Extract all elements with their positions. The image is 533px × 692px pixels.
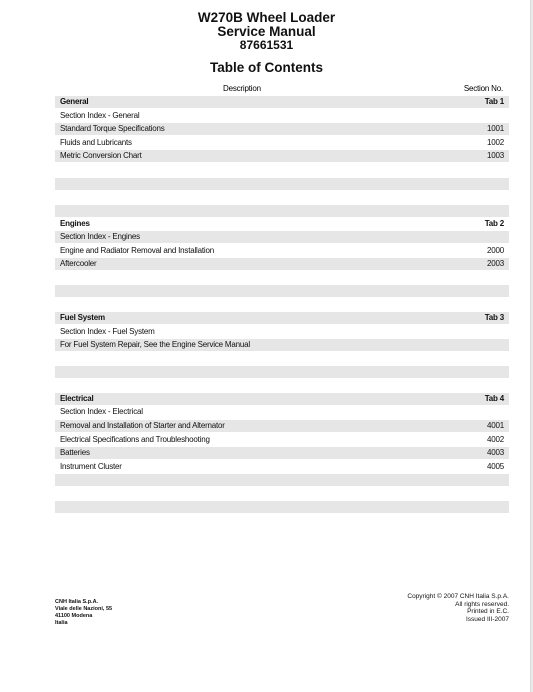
entry-number: 4005 <box>487 462 504 471</box>
entry-description: Fluids and Lubricants <box>60 138 132 147</box>
entry-description: Section Index - General <box>60 111 140 120</box>
address-line: CNH Italia S.p.A. <box>55 599 99 605</box>
blank-row <box>55 178 509 190</box>
document-subtitle: Service Manual <box>217 24 316 39</box>
entry-description: Instrument Cluster <box>60 462 122 471</box>
blank-row <box>55 501 509 513</box>
toc-entry[interactable] <box>55 110 509 122</box>
entry-description: Standard Torque Specifications <box>60 124 165 133</box>
section-tab: Tab 3 <box>484 313 504 322</box>
copyright-line: All rights reserved. <box>455 600 509 608</box>
entry-description: Removal and Installation of Starter and Alternator <box>60 421 225 430</box>
section-header-general[interactable] <box>55 96 509 108</box>
column-header-section: Section No. <box>463 84 503 93</box>
entry-number: 4001 <box>487 421 504 430</box>
entry-description: Section Index - Electrical <box>60 407 143 416</box>
blank-row <box>55 474 509 486</box>
copyright-line: Copyright © 2007 CNH Italia S.p.A. <box>407 593 509 600</box>
toc-entry[interactable] <box>55 434 509 446</box>
section-header-fuel-system[interactable] <box>55 312 509 324</box>
copyright-line: Issued III-2007 <box>466 615 509 623</box>
section-tab: Tab 4 <box>484 394 504 403</box>
entry-description: Aftercooler <box>60 259 97 268</box>
section-header-engines[interactable] <box>55 218 509 230</box>
copyright-line: Printed in E.C. <box>467 608 509 615</box>
toc-entry[interactable] <box>55 461 509 473</box>
toc-entry[interactable] <box>55 326 509 338</box>
toc-entry[interactable] <box>55 231 509 243</box>
toc-entry[interactable] <box>55 245 509 257</box>
toc-title: Table of Contents <box>210 60 323 75</box>
toc-entry[interactable] <box>55 150 509 162</box>
entry-number: 1002 <box>487 138 504 147</box>
entry-description: Electrical Specifications and Troubleshooting <box>60 435 210 444</box>
section-name: Electrical <box>60 394 94 403</box>
entry-number: 1001 <box>487 124 504 133</box>
address-line: Viale delle Nazioni, 55 <box>55 606 113 612</box>
toc-entry[interactable] <box>55 447 509 459</box>
address-line: 41100 Modena <box>55 613 93 619</box>
toc-entry[interactable] <box>55 137 509 149</box>
blank-row <box>55 205 509 217</box>
entry-description: Metric Conversion Chart <box>60 151 142 160</box>
copyright-notice <box>407 593 509 623</box>
toc-entry[interactable] <box>55 406 509 418</box>
entry-number: 2003 <box>487 259 504 268</box>
entry-number: 4003 <box>487 448 504 457</box>
entry-description: Section Index - Engines <box>60 232 140 241</box>
entry-number: 2000 <box>487 246 504 255</box>
section-name: General <box>60 97 89 106</box>
entry-number: 4002 <box>487 435 504 444</box>
section-name: Fuel System <box>60 313 105 322</box>
publisher-address <box>55 599 112 627</box>
blank-row <box>55 285 509 297</box>
toc-entry[interactable] <box>55 123 509 135</box>
section-header-electrical[interactable] <box>55 393 509 405</box>
entry-description: Section Index - Fuel System <box>60 327 155 336</box>
column-header-description: Description <box>223 84 261 93</box>
section-tab: Tab 2 <box>484 219 504 228</box>
blank-row <box>55 366 509 378</box>
entry-description: For Fuel System Repair, See the Engine Service Manual <box>60 340 250 349</box>
entry-description: Engine and Radiator Removal and Installation <box>60 246 214 255</box>
address-line: Italia <box>55 620 68 626</box>
toc-entry[interactable] <box>55 339 509 351</box>
section-name: Engines <box>60 219 90 228</box>
section-tab: Tab 1 <box>484 97 504 106</box>
part-number: 87661531 <box>239 38 294 52</box>
toc-entry[interactable] <box>55 258 509 270</box>
entry-number: 1003 <box>487 151 504 160</box>
document-title: W270B Wheel Loader <box>197 10 336 25</box>
toc-entry[interactable] <box>55 420 509 432</box>
entry-description: Batteries <box>60 448 90 457</box>
